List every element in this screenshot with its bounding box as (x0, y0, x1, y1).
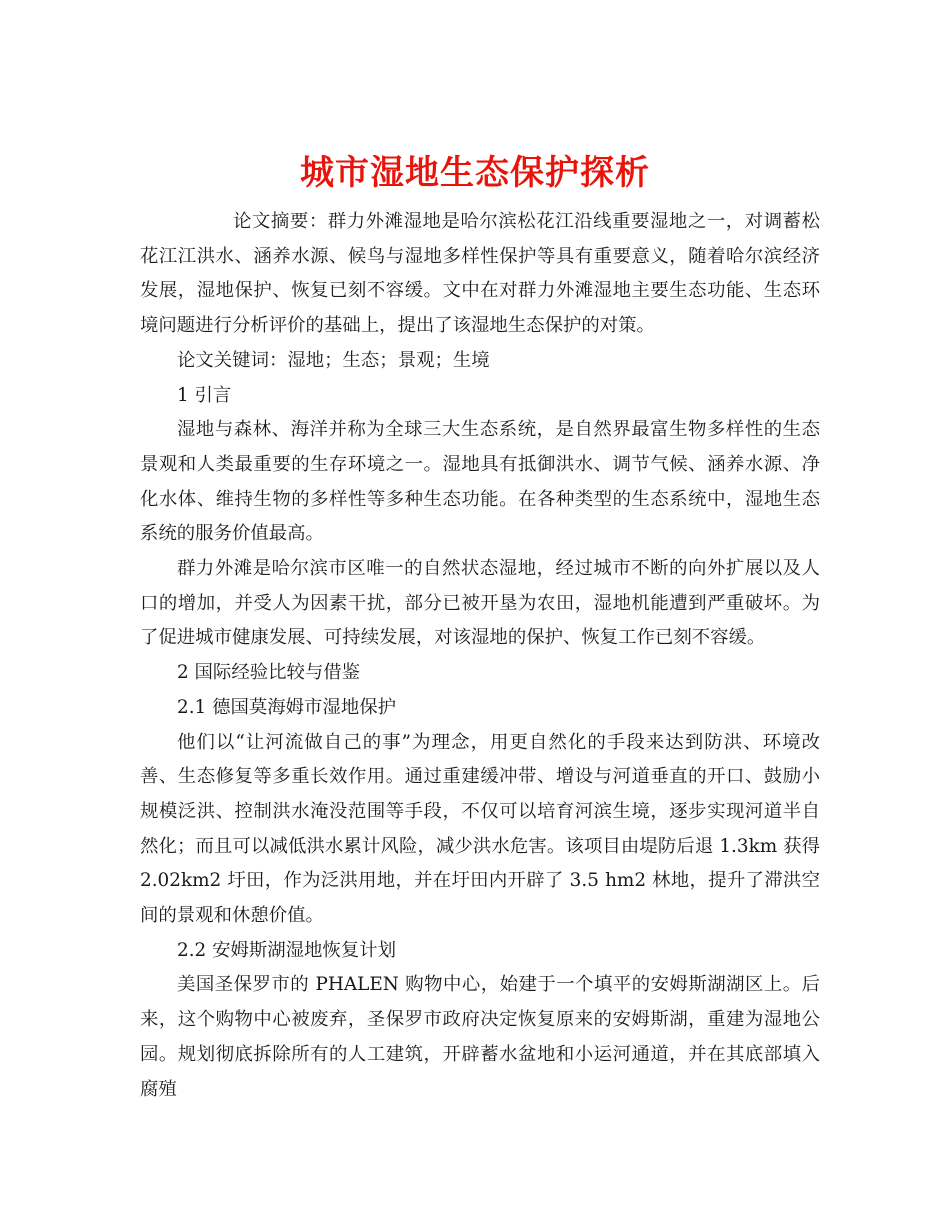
body-paragraph: 群力外滩是哈尔滨市区唯一的自然状态湿地，经过城市不断的向外扩展以及人口的增加，并受人为因素干扰，部分已被开垦为农田，湿地机能遭到严重破坏。为了促进城市健康发展、可持续发展，对该湿地的保护、恢复工作已刻不容缓。 (140, 558, 820, 649)
body-paragraph: 湿地与森林、海洋并称为全球三大生态系统，是自然界最富生物多样性的生态景观和人类最重要的生存环境之一。湿地具有抵御洪水、调节气候、涵养水源、净化水体、维持生物的多样性等多种生态功能。在各种类型的生态系统中，湿地生态系统的服务价值最高。 (140, 419, 820, 545)
subsection-heading-ames-lake: 2.2 安姆斯湖湿地恢复计划 (177, 939, 396, 961)
page-title: 城市湿地生态保护探析 (300, 152, 650, 193)
section-heading-introduction: 1 引言 (177, 384, 232, 406)
body-paragraph: 他们以“让河流做自己的事”为理念，用更自然化的手段来达到防洪、环境改善、生态修复等多重长效作用。通过重建缓冲带、增设与河道垂直的开口、鼓励小规模泛洪、控制洪水淹没范围等手段，不仅可以培育河滨生境，逐步实现河道半自然化；而且可以减低洪水累计风险，减少洪水危害。该项目由堤防后退 1.3km 获得 2.02km2 圩田，作为泛洪用地，并在圩田内开辟了 3.5 hm2 林地，提升了滞洪空间的景观和休憩价值。 (140, 731, 820, 927)
document-body (140, 205, 820, 1107)
subsection-heading-monheim: 2.1 德国莫海姆市湿地保护 (177, 696, 396, 718)
abstract-paragraph: 论文摘要：群力外滩湿地是哈尔滨松花江沿线重要湿地之一，对调蓄松花江江洪水、涵养水源、候鸟与湿地多样性保护等具有重要意义，随着哈尔滨经济发展，湿地保护、恢复已刻不容缓。文中在对群力外滩湿地主要生态功能、生态环境问题进行分析评价的基础上，提出了该湿地生态保护的对策。 (140, 211, 820, 337)
keywords-paragraph: 论文关键词：湿地；生态；景观；生境 (177, 349, 490, 371)
section-heading-international-experience: 2 国际经验比较与借鉴 (177, 662, 361, 684)
body-paragraph: 美国圣保罗市的 PHALEN 购物中心，始建于一个填平的安姆斯湖湖区上。后来，这个购物中心被废弃，圣保罗市政府决定恢复原来的安姆斯湖，重建为湿地公园。规划彻底拆除所有的人工建筑，开辟蓄水盆地和小运河通道，并在其底部填入腐殖 (140, 974, 820, 1100)
